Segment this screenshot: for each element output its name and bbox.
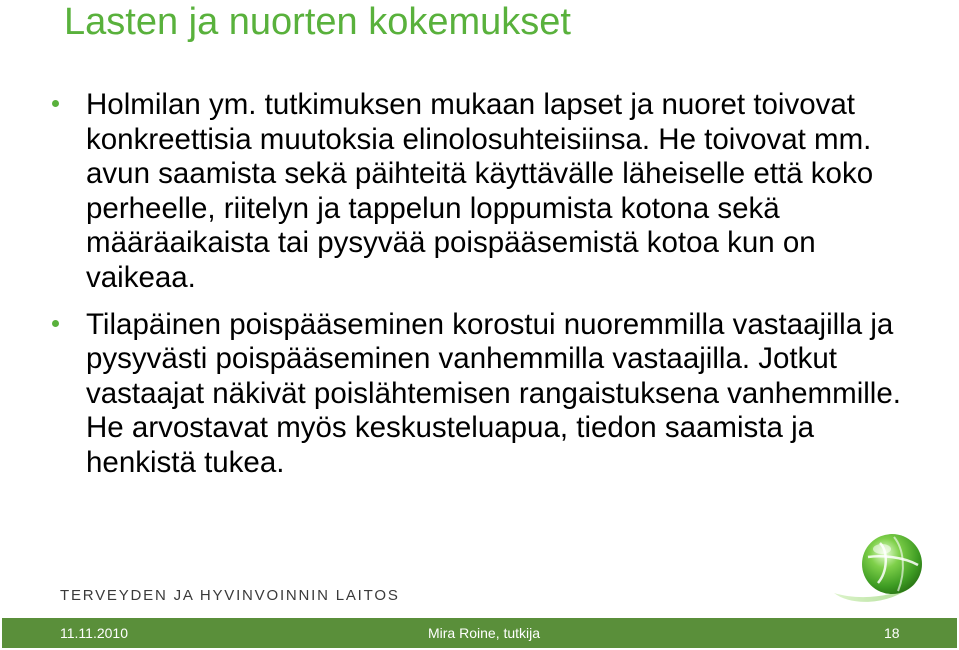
footer-date: 11.11.2010 — [60, 625, 128, 641]
bullet-item — [52, 308, 932, 481]
bullet-item — [52, 88, 932, 296]
footer-bar — [2, 618, 957, 648]
bullet-text: Holmilan ym. tutkimuksen mukaan lapset ja nuoret toivovat konkreettisia muutoksia elinolosuhteisiinsa. He toivovat mm. avun saamista sekä päihteitä käyttävälle läheiselle että koko perheelle, riitelyn ja tappelun loppumista kotona sekä määräaikaista tai pysyvää poispääsemistä kotoa kun on vaikeaa. — [86, 88, 874, 294]
organization-logo-text: TERVEYDEN JA HYVINVOINNIN LAITOS — [60, 587, 400, 604]
footer-page-number: 18 — [884, 625, 900, 641]
bullet-dot-icon — [52, 320, 59, 327]
bullet-list — [52, 88, 932, 493]
green-globe-icon — [832, 531, 928, 607]
slide-title: Lasten ja nuorten kokemukset — [64, 1, 571, 43]
bullet-dot-icon — [52, 100, 59, 107]
bullet-text: Tilapäinen poispääseminen korostui nuoremmilla vastaajilla ja pysyvästi poispääseminen vanhemmilla vastaajilla. Jotkut vastaajat näkivät poislähtemisen rangaistuksena vanhemmille. He arvostavat myös keskusteluapua, tiedon saamista ja henkistä tukea. — [86, 307, 901, 479]
footer-author: Mira Roine, tutkija — [428, 625, 541, 641]
